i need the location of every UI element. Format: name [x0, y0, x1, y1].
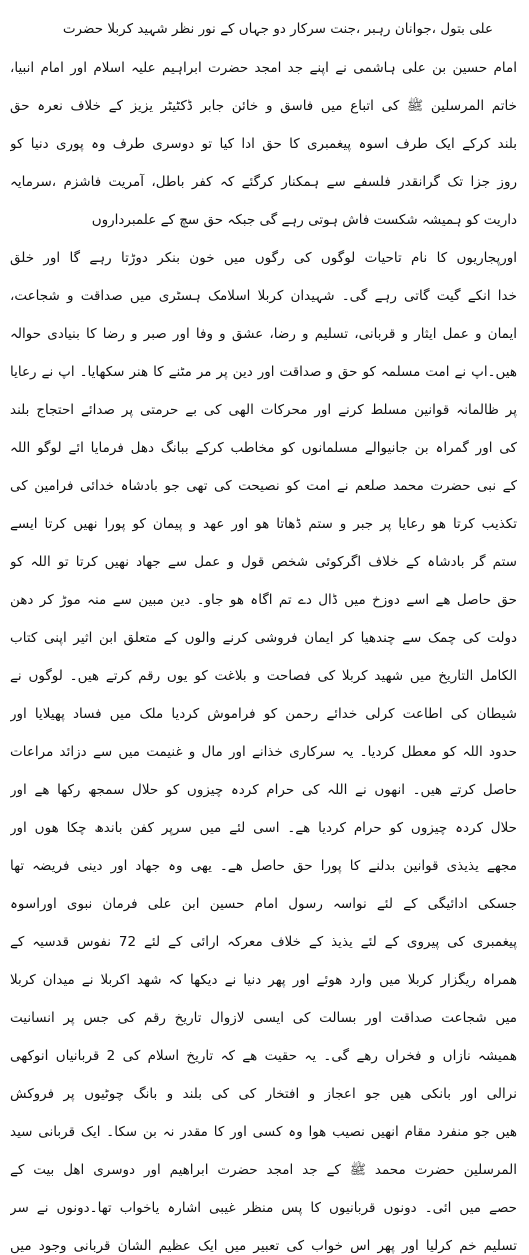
text-line: روز جزا تک گرانقدر فلسفے سے ہمکنار کرگئے کہ کفر باطل، آمریت فاشزم ،سرمایہ: [10, 174, 517, 190]
text-line: کے نبی حضرت محمد صلعم نے امت کو نصیحت کی تھی جو بادشاہ خدائی فرامین کی: [10, 478, 517, 494]
text-line: پر ظالمانہ قوانین مسلط کرنے اور محرکات الھی کی بے حرمتی پر صدائے احتجاج بلند: [10, 402, 517, 418]
text-line: دولت کی چمک سے چندھیا کر ایمان فروشی کرنے والوں کے متعلق ابن اثیر اپنی کتاب: [10, 630, 517, 646]
text-line: مجھے یذیذی قوانین بدلنے کا پورا حق حاصل ھے۔ یھی وہ جھاد اور دینی فریضہ تھا: [10, 858, 517, 874]
text-line: الکامل التاریخ میں شھید کربلا کی فصاحت و بلاغت کو یوں رقم کرتے ھیں۔ لوگوں نے: [10, 668, 517, 684]
text-line: تکذیب کرتا ھو رعایا پر جبر و ستم ڈھاتا ھو اور عھد و پیمان کو پورا نھیں کرتا ایسے: [10, 516, 517, 532]
text-line: کی اور گمراہ بن جانیوالے مسلمانوں کو مخاطب کرکے ببانگ دھل فرمایا ائے لوگو اللہ: [10, 440, 517, 456]
text-line: شیطان کی اطاعت کرلی خدائے رحمن کو فراموش کردیا ملک میں فساد پھیلایا اور: [10, 706, 517, 722]
text-line: خاتم المرسلین ﷺ کی اتباع میں فاسق و خائن جابر ڈکٹیٹر یزیز کے خلاف نعرہ حق: [10, 98, 517, 114]
text-line: نرالی اور بانکی ھیں جو اعجاز و افتخار کی کی بلند و بانگ چوٹیوں پر فروکش: [10, 1086, 517, 1102]
text-line: ھیں جو منفرد مقام انھیں نصیب ھوا وہ کسی اور کا مقدر نہ بن سکا۔ ایک قربانی سید: [10, 1124, 517, 1140]
text-line: پیغمبری کی پیروی کے لئے یذیذ کے خلاف معرکہ ارائی کے لئے 72 نفوس قدسیہ کے: [10, 934, 517, 950]
text-line: میں شجاعت صداقت اور بسالت کی ایسی لازوال تاریخ رقم کی جس پر انسانیت: [10, 1010, 517, 1026]
text-line: ایمان و عمل ایثار و قربانی، تسلیم و رضا، عشق و وفا اور صبر و رضا کا بنیادی حوالہ: [10, 326, 517, 342]
text-line: امام حسین بن علی ہاشمی نے اپنے جد امجد حضرت ابراہیم علیہ اسلام اور امام انبیا،: [10, 60, 517, 76]
text-line: خدا انکے گیت گاتی رہے گی۔ شہیدان کربلا اسلامک ہسٹری میں صداقت و شجاعت،: [10, 288, 517, 304]
text-line: ستم گر بادشاہ کے خلاف اگرکوئی شخص قول و عمل سے جھاد نھیں کرتا تو اللہ کو: [10, 554, 517, 570]
text-line: حاصل کرتے ھیں۔ انھوں نے اللہ کی حرام کردہ چیزوں کو حلال سمجھ رکھا ھے اور: [10, 782, 517, 798]
text-line: جسکی ادائیگی کے لئے نواسہ رسول امام حسین ابن علی فرمان نبوی اوراسوہ: [10, 896, 517, 912]
text-line: تسلیم خم کرلیا اور پھر اس خواب کی تعبیر میں ایک عظیم الشان قربانی وجود میں: [10, 1238, 517, 1254]
text-line: ھمراہ ریگزار کربلا میں وارد ھوئے اور پھر دنیا نے دیکھا کہ شھد اکربلا نے میدان کربلا: [10, 972, 517, 988]
text-line: اورپجاریوں کا نام تاحیات لوگوں کی رگوں میں خون بنکر دوڑتا رہے گا اور خلق: [10, 250, 517, 266]
text-line: حلال کردہ چیزوں کو حرام کردیا ھے۔ اسی لئے میں سرپر کفن باندھ چکا ھوں اور: [10, 820, 517, 836]
text-line: حدود اللہ کو معطل کردیا۔ یہ سرکاری خذانے اور مال و غنیمت میں سے دزائد مراعات: [10, 744, 517, 760]
text-line: بلند کرکے ایک طرف اسوہ پیغمبری کا حق ادا کیا تو دوسری طرف وہ پوری دنیا کو: [10, 136, 517, 152]
text-line: حصے میں ائی۔ دونوں قربانیوں کا پس منظر غیبی اشارہ یاخواب تھا۔دونوں نے سر: [10, 1200, 517, 1216]
text-line: المرسلین حضرت محمد ﷺ کے جد امجد حضرت ابراھیم اور دوسری اھل بیت کے: [10, 1162, 517, 1178]
text-line: داریت کو ہمیشہ شکست فاش ہوتی رہے گی جبکہ حق سچ کے علمبرداروں: [91, 212, 517, 228]
text-line: ھمیشہ نازاں و فخراں رھے گی۔ یہ حقیت ھے کہ تاریخ اسلام کی 2 قربانیاں انوکھی: [10, 1048, 517, 1064]
text-line: علی بتول ،جوانان رہبر ،جنت سرکار دو جہاں کے نور نظر شہید کربلا حضرت: [62, 21, 493, 37]
text-line: ھیں۔اپ نے امت مسلمہ کو حق و صداقت اور دین پر مر مٹنے کا ھنر سکھایا۔ اپ نے رعایا: [10, 364, 517, 380]
text-line: حق حاصل ھے اسے دوزخ میں ڈال دے تم اگاہ ھو جاو۔ دین مبین سے منہ موڑ کر دھن: [10, 592, 517, 608]
